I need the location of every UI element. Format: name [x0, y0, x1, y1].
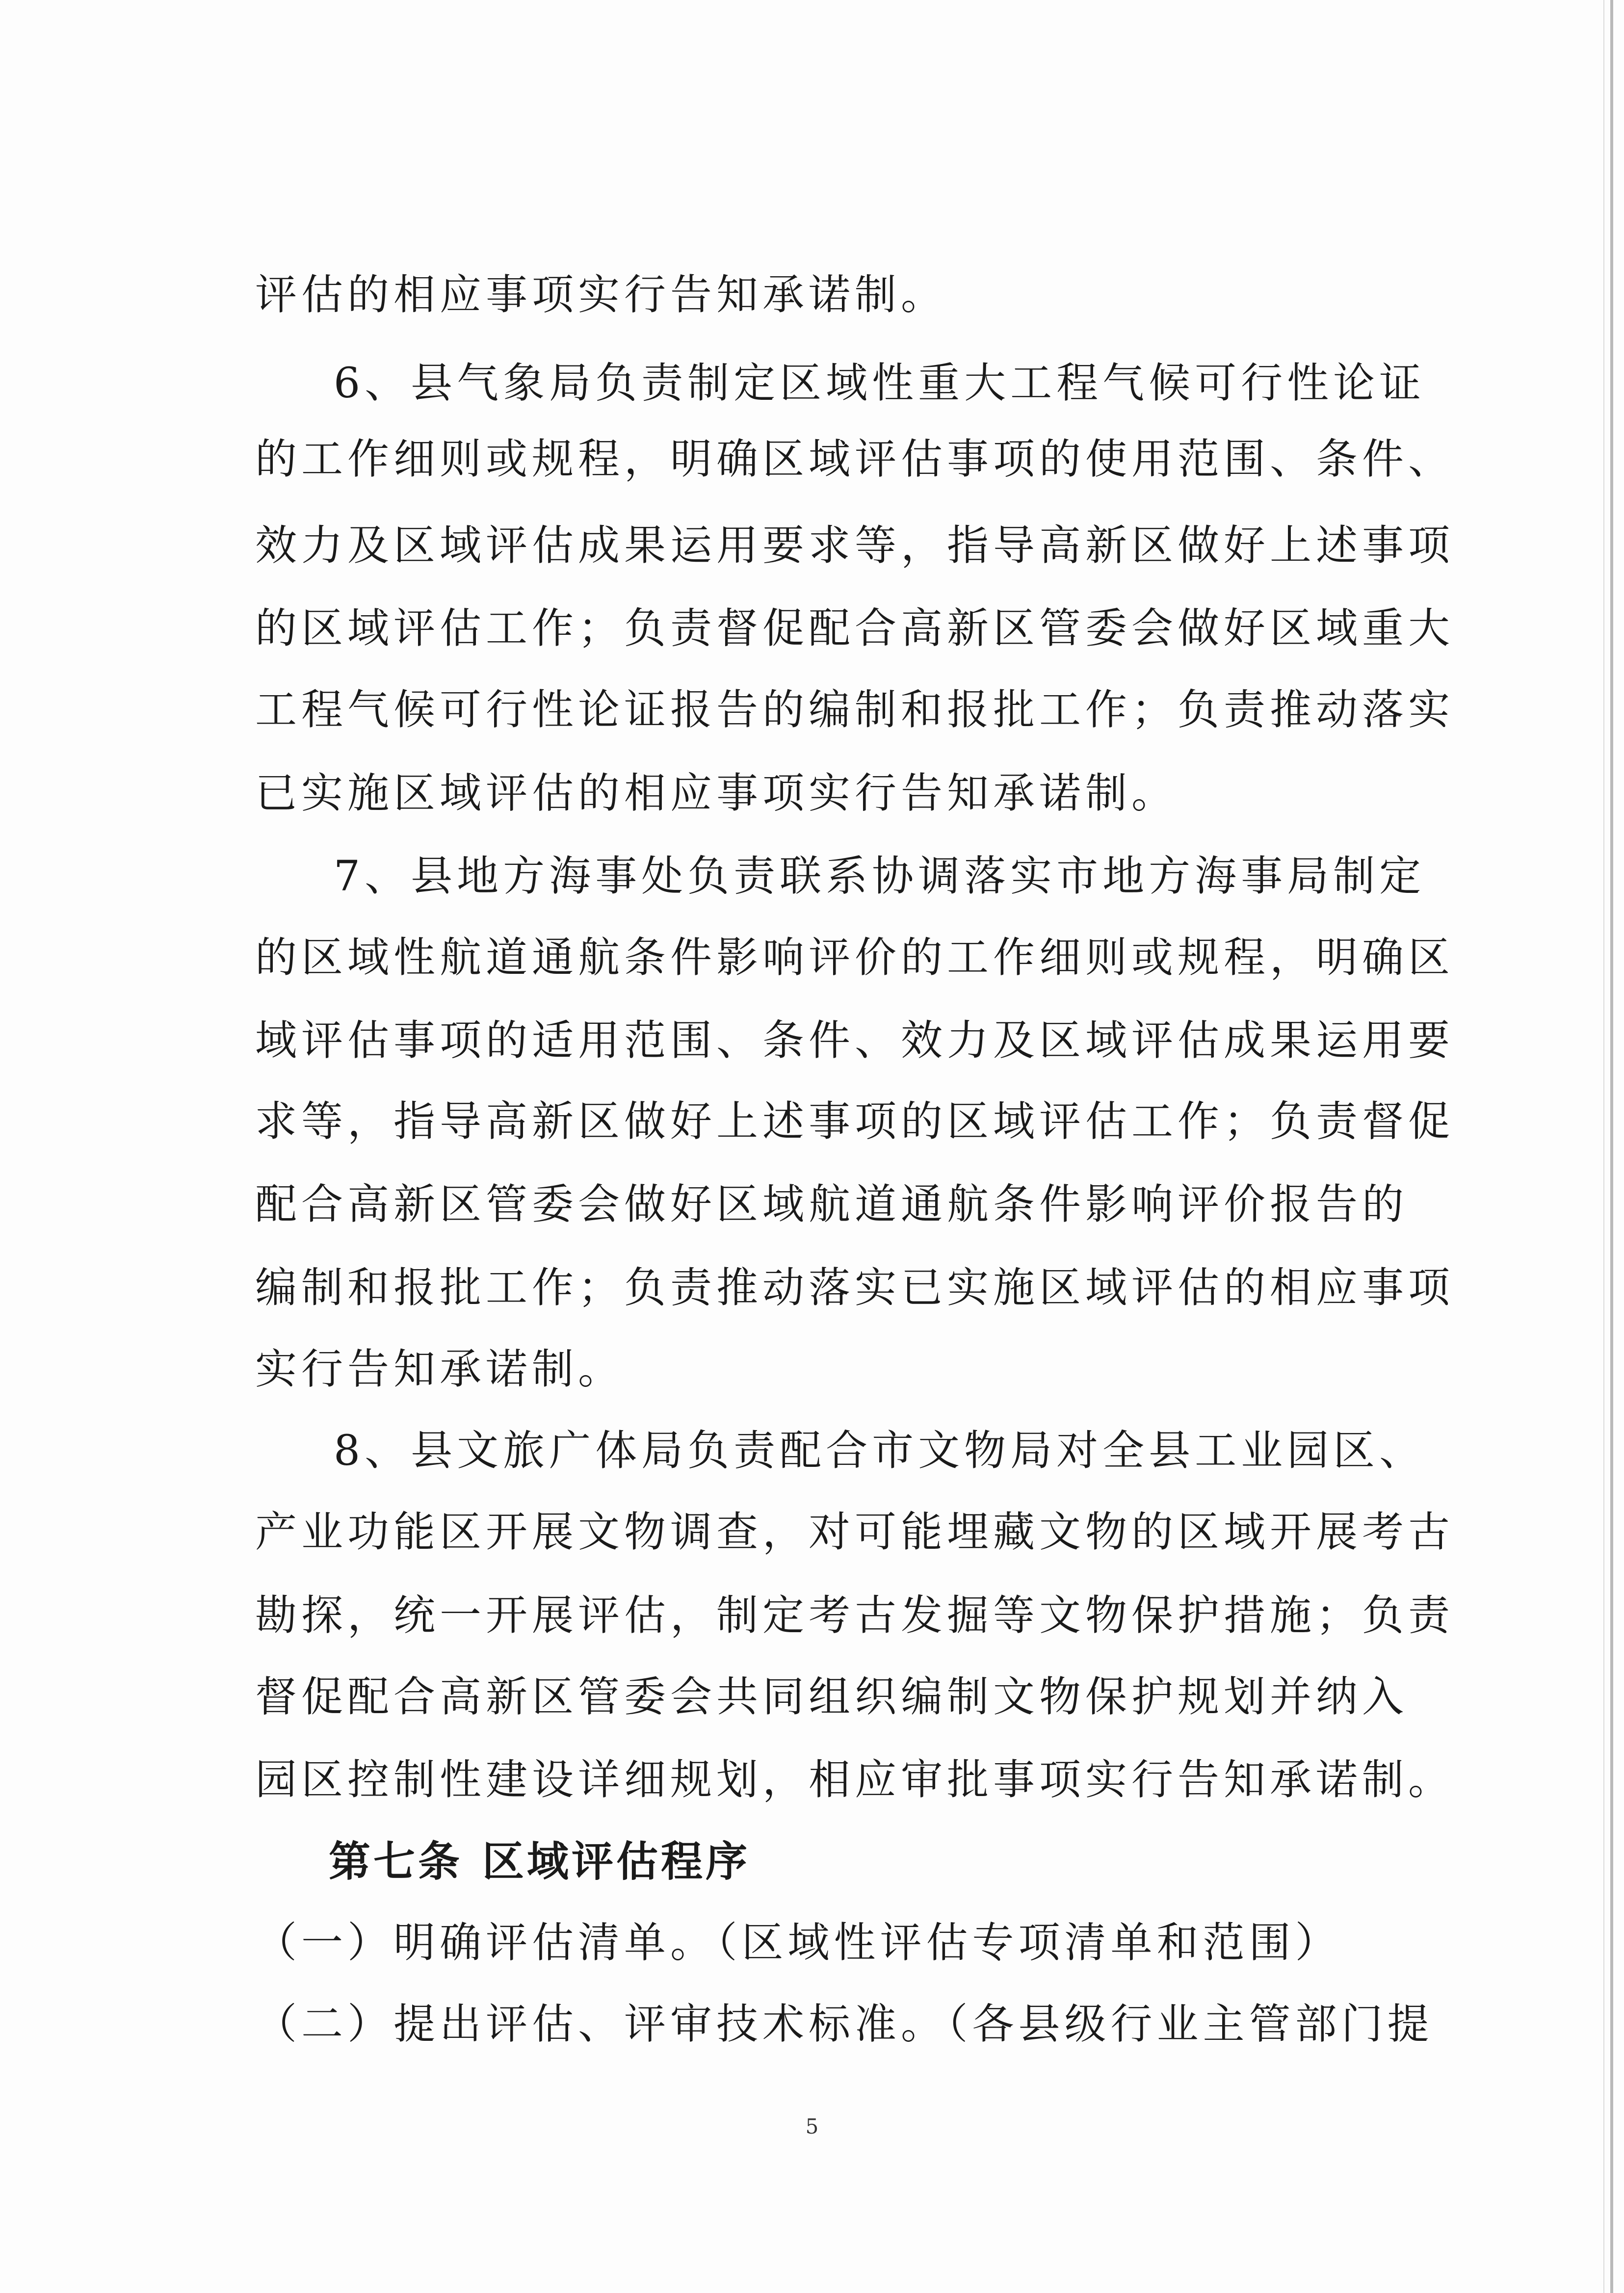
paragraph-6-line-1: 6、县气象局负责制定区域性重大工程气候可行性论证	[334, 359, 1426, 408]
article-number: 第七条	[329, 1837, 463, 1886]
paragraph-6-line-2: 的工作细则或规程，明确区域评估事项的使用范围、条件、	[255, 435, 1455, 484]
paragraph-8-line-5: 园区控制性建设详细规划，相应审批事项实行告知承诺制。	[255, 1756, 1455, 1804]
paragraph-7-line-6: 编制和报批工作；负责推动落实已实施区域评估的相应事项	[255, 1264, 1455, 1312]
paragraph-7-line-2: 的区域性航道通航条件影响评价的工作细则或规程，明确区	[255, 934, 1455, 982]
article-title: 区域评估程序	[482, 1837, 751, 1886]
paragraph-7-line-7: 实行告知承诺制。	[255, 1345, 625, 1394]
paragraph-8-line-1: 8、县文旅广体局负责配合市文物局对全县工业园区、	[334, 1427, 1426, 1475]
article-heading	[329, 1835, 750, 1889]
step-1-line: （一）明确评估清单。（区域性评估专项清单和范围）	[255, 1919, 1341, 1967]
text-line-1: 评估的相应事项实行告知承诺制。	[255, 271, 947, 319]
step-2-line: （二）提出评估、评审技术标准。（各县级行业主管部门提	[255, 2000, 1434, 2049]
paragraph-6-line-3: 效力及区域评估成果运用要求等，指导高新区做好上述事项	[255, 521, 1455, 570]
paragraph-7-line-3: 域评估事项的适用范围、条件、效力及区域评估成果运用要	[255, 1016, 1455, 1065]
paragraph-7-line-4: 求等，指导高新区做好上述事项的区域评估工作；负责督促	[255, 1097, 1455, 1146]
paragraph-8-line-3: 勘探，统一开展评估，制定考古发掘等文物保护措施；负责	[255, 1591, 1455, 1640]
paragraph-8-line-4: 督促配合高新区管委会共同组织编制文物保护规划并纳入	[255, 1673, 1409, 1721]
paragraph-6-line-4: 的区域评估工作；负责督促配合高新区管委会做好区域重大	[255, 604, 1455, 653]
scan-edge-line	[1603, 0, 1604, 2293]
paragraph-6-line-6: 已实施区域评估的相应事项实行告知承诺制。	[255, 769, 1178, 818]
paragraph-6-line-5: 工程气候可行性论证报告的编制和报批工作；负责推动落实	[255, 686, 1455, 734]
scan-edge-shadow	[1610, 0, 1613, 2293]
paragraph-8-line-2: 产业功能区开展文物调查，对可能埋藏文物的区域开展考古	[255, 1508, 1455, 1557]
paragraph-7-line-1: 7、县地方海事处负责联系协调落实市地方海事局制定	[334, 852, 1426, 901]
paragraph-7-line-5: 配合高新区管委会做好区域航道通航条件影响评价报告的	[255, 1180, 1409, 1229]
page-number: 5	[805, 2114, 819, 2138]
